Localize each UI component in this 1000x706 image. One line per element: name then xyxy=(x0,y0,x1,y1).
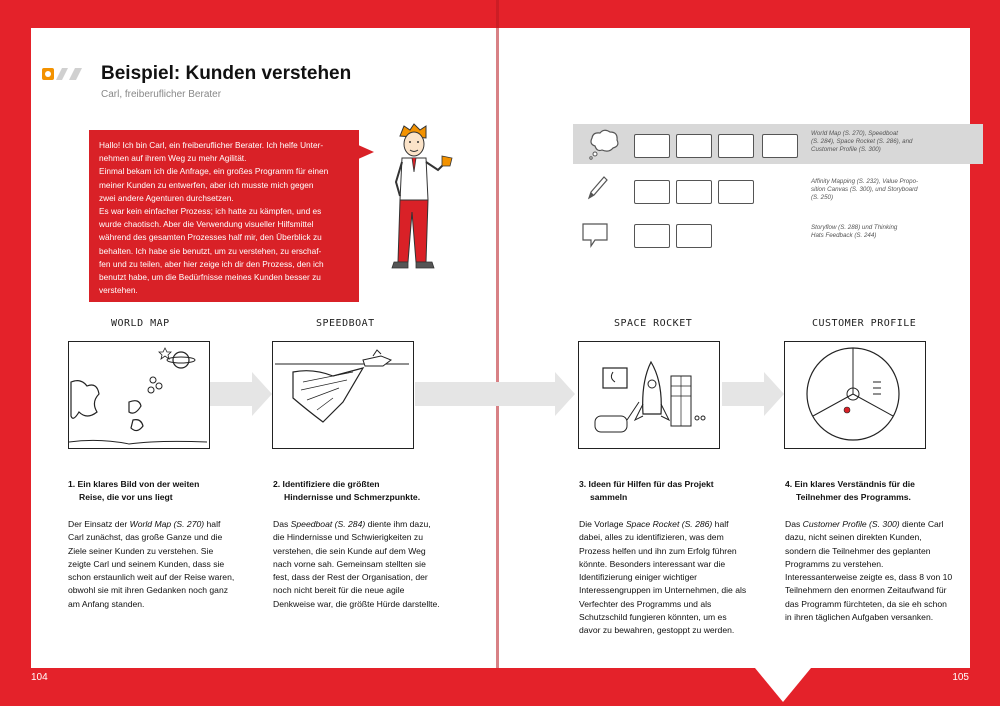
body-text: Das xyxy=(785,519,803,529)
bubble-line: Hallo! Ich bin Carl, ein freiberuflicher Berater. Ich helfe Unter- xyxy=(99,140,324,150)
page-title: Beispiel: Kunden verstehen xyxy=(101,63,352,84)
world-map-thumb-icon xyxy=(634,134,670,158)
body-text: half dabei, alles zu identifizieren, was dem Prozess helfen und ihn zum Erfolg führen könnte. Besonders interessant war die Identifizierung einiger wichtiger Interessengruppen im Unternehmen, die als Verfechter des Programms und als Schutzschild fungieren könnten, um es davor zu bewahren, gestoppt zu werden. xyxy=(579,519,747,636)
customer-profile-thumb-icon xyxy=(762,134,798,158)
bubble-line: verstehen. xyxy=(99,285,138,296)
body-reference: Speedboat (S. 284) xyxy=(290,519,366,529)
stage-caption-world-map xyxy=(68,478,243,504)
affinity-map-thumb-icon xyxy=(634,180,670,204)
bubble-line: fen und zu teilen, aber hier zeige ich dir den Prozess, den ich xyxy=(99,258,324,269)
stage-body-space-rocket xyxy=(579,518,749,638)
storyboard-thumb-icon xyxy=(718,180,754,204)
caption-line: Teilnehmer des Programms. xyxy=(796,492,911,502)
tool-text-line: Storyflow (S. 288) und Thinking xyxy=(811,224,898,231)
flow-arrow-icon xyxy=(415,372,575,416)
space-rocket-thumb-icon xyxy=(718,134,754,158)
caption-line: 4. Ein klares Verständnis für die xyxy=(785,479,915,489)
storyflow-thumb-icon xyxy=(634,224,670,248)
thought-cloud-icon xyxy=(587,128,621,160)
stage-body-speedboat xyxy=(273,518,443,611)
caption-line: 3. Ideen für Hilfen für das Projekt xyxy=(579,479,714,489)
stage-caption-speedboat xyxy=(273,478,448,504)
page-number-left: 104 xyxy=(31,672,48,683)
stage-body-world-map xyxy=(68,518,238,611)
stage-heading-space-rocket: SPACE ROCKET xyxy=(614,318,693,329)
page-notch xyxy=(755,668,811,702)
bubble-line: behalten. Ich habe sie benutzt, um zu verstehen, zu erschaf- xyxy=(99,245,322,256)
bubble-line: Einmal bekam ich die Anfrage, ein großes Programm für einen xyxy=(99,166,329,177)
bubble-line: benutzt habe, um die Bedürfnisse meines Kunden besser zu xyxy=(99,272,321,283)
body-reference: World Map (S. 270) xyxy=(129,519,205,529)
body-text: diente ihm dazu, die Hindernisse und Schwierigkeiten zu verstehen, die sein Kunde auf dem Weg nach vorne sah. Gemeinsam stellten sie fest, dass der Rest der Organisation, der noch nicht bereit für die neue agile Denkweise war, die größte Hürde darstellte. xyxy=(273,519,440,609)
carl-speech-bubble xyxy=(89,130,359,302)
bubble-line: meiner Kunden zu entwerfen, aber ich musste mich gegen xyxy=(99,179,314,190)
value-canvas-thumb-icon xyxy=(676,180,712,204)
bubble-line: zwei andere Agenturen durchsetzen. xyxy=(99,192,234,203)
world-map-drawing xyxy=(69,342,207,446)
tool-row-text xyxy=(811,224,941,240)
tool-text-line: World Map (S. 270), Speedboat xyxy=(811,130,899,137)
world-map-sketch xyxy=(68,341,210,449)
pencil-icon xyxy=(585,174,609,202)
flow-arrow-icon xyxy=(722,372,784,416)
space-rocket-sketch xyxy=(578,341,720,449)
speedboat-drawing xyxy=(273,342,411,446)
carl-character-illustration xyxy=(378,122,458,274)
body-text: Der Einsatz der xyxy=(68,519,130,529)
bubble-line: nehmen auf ihrem Weg zu mehr Agilität. xyxy=(99,153,247,164)
stage-heading-world-map: WORLD MAP xyxy=(111,318,170,329)
space-rocket-drawing xyxy=(579,342,717,446)
tool-row-create xyxy=(573,170,983,210)
caption-line: Hindernisse und Schmerzpunkte. xyxy=(284,492,421,502)
caption-line: sammeln xyxy=(590,492,628,502)
customer-profile-drawing xyxy=(785,342,923,446)
bubble-line: wurde chaotisch. Aber die Verwendung visueller Hilfsmittel xyxy=(99,219,314,230)
customer-profile-sketch xyxy=(784,341,926,449)
section-logo-icon xyxy=(42,68,82,80)
stage-heading-customer-profile: CUSTOMER PROFILE xyxy=(812,318,917,329)
bubble-line: während des gesamten Prozesses half mir, den Überblick zu xyxy=(99,232,322,243)
speech-bubble-icon xyxy=(581,220,609,248)
flow-arrow-icon xyxy=(210,372,272,416)
page-number-right: 105 xyxy=(952,672,969,683)
body-text: Die Vorlage xyxy=(579,519,626,529)
tool-text-line: (S. 250) xyxy=(811,194,834,201)
stage-caption-space-rocket xyxy=(579,478,754,504)
tool-text-line: Customer Profile (S. 300) xyxy=(811,146,881,153)
bubble-tail xyxy=(356,144,374,160)
body-text: Das xyxy=(273,519,291,529)
tool-text-line: sition Canvas (S. 300), und Storyboard xyxy=(811,186,918,193)
tool-row-share xyxy=(573,214,983,254)
tool-text-line: (S. 284), Space Rocket (S. 286), and xyxy=(811,138,913,145)
tool-text-line: Affinity Mapping (S. 232), Value Propo- xyxy=(811,178,919,185)
tool-row-text xyxy=(811,130,941,154)
page-subtitle: Carl, freiberuflicher Berater xyxy=(101,89,222,100)
tool-row-understand xyxy=(573,124,983,164)
stage-body-customer-profile xyxy=(785,518,955,624)
tool-text-line: Hats Feedback (S. 244) xyxy=(811,232,877,239)
bubble-line: Es war kein einfacher Prozess; ich hatte zu kämpfen, und es xyxy=(99,206,322,217)
stage-heading-speedboat: SPEEDBOAT xyxy=(316,318,375,329)
caption-line: 1. Ein klares Bild von der weiten xyxy=(68,479,200,489)
body-text: half Carl zunächst, das große Ganze und die Ziele seiner Kunden zu verstehen. Sie zeigte Carl und seinem Kunden, dass sie schon erstaunlich weit auf der Reise waren, obwohl sie mit ihren Gedanken noch ganz am Anfang standen. xyxy=(68,519,235,609)
caption-line: 2. Identifiziere die größten xyxy=(273,479,380,489)
book-gutter xyxy=(496,0,499,668)
caption-line: Reise, die vor uns liegt xyxy=(79,492,173,502)
body-reference: Space Rocket (S. 286) xyxy=(625,519,713,529)
thinking-hats-thumb-icon xyxy=(676,224,712,248)
speedboat-sketch xyxy=(272,341,414,449)
body-text: diente Carl dazu, nicht seinen direkten Kunden, sondern die Teilnehmer des geplanten Programms zu verstehen. Interessanterweise zeigte es, dass 8 von 10 Teilnehmern den enormen Zeitaufwand für das Programm fürchteten, da sie eh schon in ihren täglichen Aufgaben versanken. xyxy=(785,519,953,623)
stage-caption-customer-profile xyxy=(785,478,960,504)
speedboat-thumb-icon xyxy=(676,134,712,158)
body-reference: Customer Profile (S. 300) xyxy=(802,519,900,529)
tool-row-text xyxy=(811,178,941,202)
